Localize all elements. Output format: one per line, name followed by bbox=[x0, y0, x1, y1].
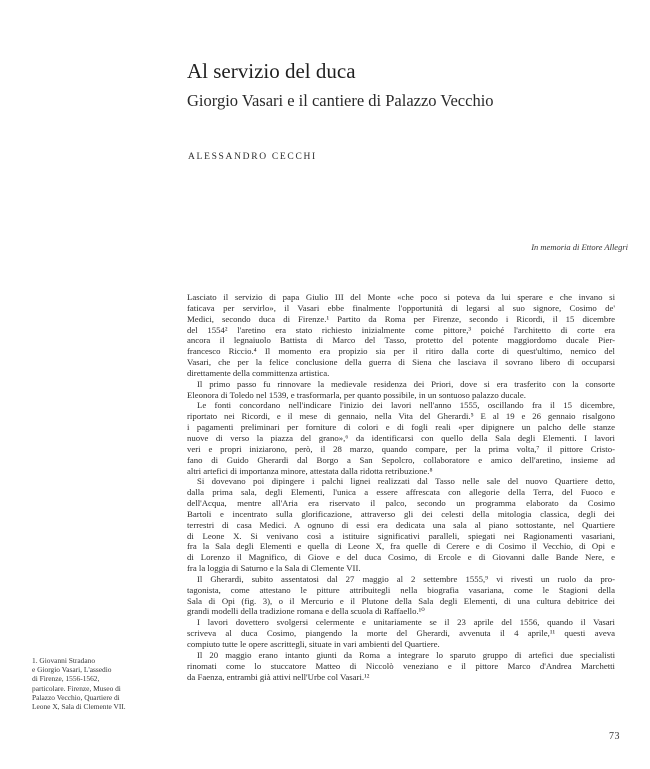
body-line: i pagamenti preliminari per forniture di colori e di fogli reali «per dipignere un palcho delle stanze bbox=[187, 422, 615, 433]
body-line: del 1554² l'aretino era stato richiesto inizialmente come pittore,³ poiché l'architetto di corte era bbox=[187, 324, 615, 335]
body-line: terrestri di casa Medici. A ognuno di essi era dedicata una sala al piano sottostante, nel Quartiere bbox=[187, 519, 615, 530]
body-line: francesco Riccio.⁴ Il momento era propizio sia per il ritiro dalla corte di quest'ultimo, nemico del bbox=[187, 346, 615, 357]
author-name: ALESSANDRO CECCHI bbox=[188, 152, 317, 162]
body-line: dell'Acqua, mentre all'Aria era riservato il palco, secondo un programma elaborato da Cosimo bbox=[187, 498, 615, 509]
body-line: ancora il legnaiuolo Battista di Marco del Tasso, protetto del potente maggiordomo ducale Pier- bbox=[187, 335, 615, 346]
dedication: In memoria di Ettore Allegri bbox=[531, 242, 628, 252]
body-line: Le fonti concordano nell'indicare l'inizio dei lavori nell'anno 1555, oscillando fra il 15 dicembre, bbox=[197, 400, 615, 411]
body-line: fra la Sala degli Elementi e quella di Leone X, fra quelle di Cerere e di Cosimo il Vecchio, di Opi e bbox=[187, 541, 615, 552]
body-line: Il primo passo fu rinnovare la medievale residenza dei Priori, dove si era trasferito con la consorte bbox=[197, 378, 615, 389]
body-line: altri artefici di importanza minore, attestata dalla ridotta retribuzione.⁸ bbox=[187, 465, 433, 476]
article-subtitle: Giorgio Vasari e il cantiere di Palazzo Vecchio bbox=[187, 91, 494, 110]
body-line: faticava per servirlo», il Vasari ebbe finalmente l'opportunità di legarsi al suo signore, Cosimo de' bbox=[187, 302, 615, 313]
body-line: Lasciato il servizio di papa Giulio III del Monte «che poco si poteva da lui sperare e che invano si bbox=[187, 292, 615, 302]
body-line: veri e propri iniziarono, però, il 28 marzo, quando compare, per la prima volta,⁷ il pittore Cristo- bbox=[187, 443, 615, 454]
body-line: I lavori dovettero svolgersi celermente e unitariamente se il 23 aprile del 1556, quando il Vasari bbox=[197, 617, 615, 628]
body-line: fra la loggia di Saturno e la Sala di Clemente VII. bbox=[187, 563, 361, 574]
caption-line: Palazzo Vecchio, Quartiere di bbox=[32, 692, 120, 702]
article-title: Al servizio del duca bbox=[187, 59, 356, 83]
body-line: di Leone X. Si venivano così a istituire significativi paralleli, spiegati nei Ragionamenti vasariani, bbox=[187, 530, 615, 541]
body-line: di Lorenzo il Magnifico, di Giove e del duca Cosimo, di Ercole e di Giovanni dalle Bande Nere, e bbox=[187, 552, 615, 563]
caption-line: 1. Giovanni Stradano bbox=[32, 656, 96, 665]
body-line: direttamente della committenza artistica. bbox=[187, 367, 330, 378]
body-line: scriveva al duca Cosimo, piangendo la morte del Gherardi, avvenuta il 4 aprile,¹¹ questi aveva bbox=[187, 628, 615, 639]
body-line: Il 20 maggio erano intanto giunti da Roma a integrare lo sparuto gruppo di artefici due specialisti bbox=[197, 649, 615, 660]
caption-line: di Firenze, 1556-1562, bbox=[32, 674, 100, 684]
body-line: dalla prima sala, degli Elementi, l'unica a essere affrescata con allegorie della Terra, del Fuoco e bbox=[187, 487, 615, 498]
page-number: 73 bbox=[609, 731, 620, 742]
body-line: compiuto tutte le opere ascrittegli, situate in vari ambienti del Quartiere. bbox=[187, 639, 440, 649]
figure-caption bbox=[32, 656, 177, 711]
body-line: tagonista, come attestano le pitture attribuitegli nella biografia vasariana, come le Stagioni della bbox=[187, 584, 615, 595]
body-line: nuove di verso la piazza del grano»,⁶ da identificarsi con quello della Sala degli Elementi. I lavori bbox=[187, 432, 615, 443]
body-line: Eleonora di Toledo nel 1539, e trasformarla, per quanto possibile, in un sontuoso palazzo ducale. bbox=[187, 389, 526, 400]
body-line: fano di Guido Gherardi dal Borgo a San Sepolcro, collaboratore e amico dell'aretino, insieme ad bbox=[187, 454, 615, 465]
body-line: da Faenza, entrambi già attivi nell'Urbe col Vasari.¹² bbox=[187, 671, 370, 682]
body-line: Il Gherardi, subito assentatosi dal 27 maggio al 2 settembre 1555,⁹ vi rivestì un ruolo da pro- bbox=[197, 573, 615, 584]
body-line: riportato nei Ricordi, e il mese di gennaio, nella Vita del Gherardi.⁵ E al 19 e 26 gennaio risalgono bbox=[187, 411, 615, 422]
caption-line: Leone X, Sala di Clemente VII. bbox=[32, 702, 126, 712]
body-line: grandi modelli della tradizione romana e della scuola di Raffaello.¹⁰ bbox=[187, 606, 425, 617]
caption-line: e Giorgio Vasari, L'assedio bbox=[32, 665, 112, 675]
body-line: Bartoli e incentrato sulla glorificazione, attraverso gli dei celesti della mitologia classica, degli dei bbox=[187, 508, 615, 519]
body-line: Sala di Opi (fig. 3), o il Mercurio e il Plutone della Sala degli Elementi, di una cultura debitrice dei bbox=[187, 595, 615, 606]
body-line: Medici, secondo duca di Firenze.¹ Partito da Roma per Firenze, secondo i Ricordi, il 15 dicembre bbox=[187, 313, 615, 324]
body-line: rinomati come lo stuccatore Matteo di Niccolò veneziano e il pittore Marco d'Andrea Marchetti bbox=[187, 660, 615, 671]
body-line: Vasari, che per la felice conclusione della guerra di Siena che lasciava il sovrano libero di occuparsi bbox=[187, 357, 615, 368]
body-text bbox=[187, 292, 615, 682]
caption-line: particolare. Firenze, Museo di bbox=[32, 683, 121, 693]
body-line: Si dovevano poi dipingere i palchi lignei realizzati dal Tasso nelle sale del nuovo Quartiere detto, bbox=[197, 476, 615, 487]
